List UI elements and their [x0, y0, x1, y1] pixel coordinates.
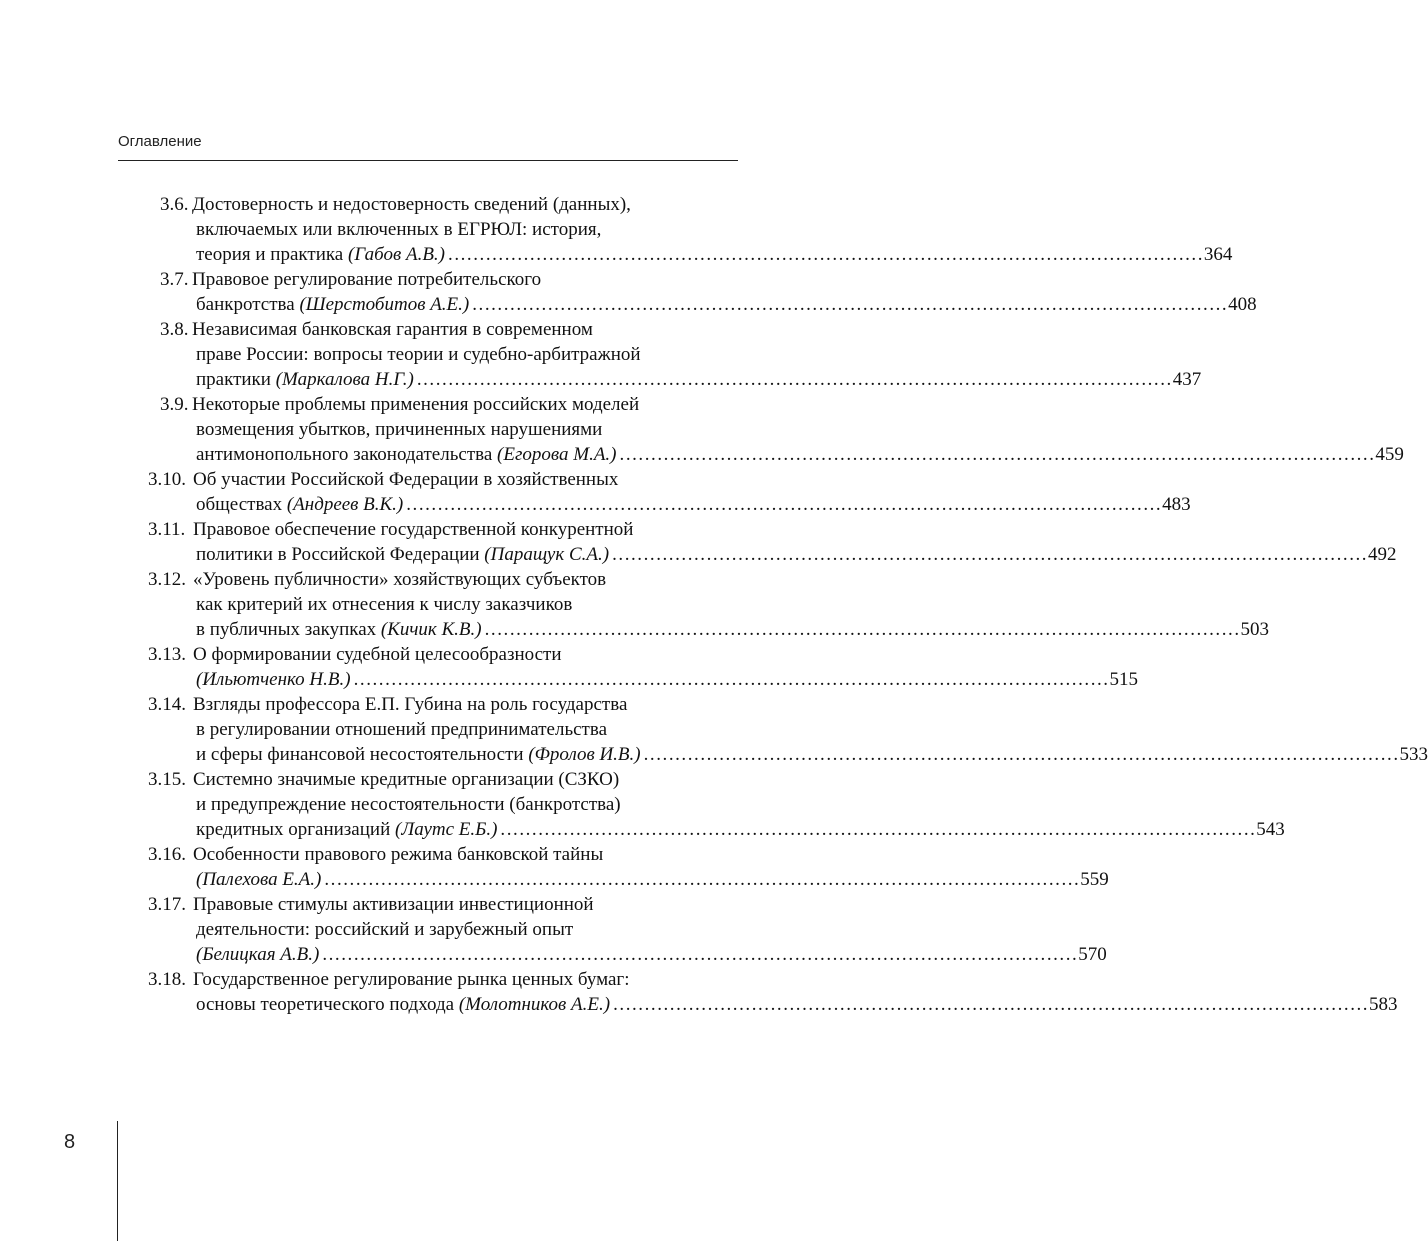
toc-entry[interactable]	[148, 467, 1191, 517]
toc-entry-author: (Лаутс Е.Б.)	[395, 819, 498, 840]
toc-entry-title-line: Правовые стимулы активизации инвестиционной	[193, 894, 594, 915]
toc-entry-author: (Кичик К.В.)	[380, 619, 482, 640]
toc-entry-final-line	[196, 742, 1428, 767]
toc-entry-page-number: 503	[1240, 619, 1269, 640]
toc-entry-author: (Егорова М.А.)	[497, 444, 617, 465]
toc-dot-leader	[485, 619, 1238, 640]
toc-entry[interactable]	[148, 517, 1397, 567]
toc-dot-leader	[612, 544, 1365, 565]
toc-entry[interactable]	[148, 267, 1257, 317]
toc-entry-number: 3.17.	[148, 894, 186, 915]
toc-entry[interactable]	[148, 392, 1404, 467]
toc-entry-page-number: 543	[1256, 819, 1285, 840]
toc-entry-author: (Фролов И.В.)	[528, 744, 641, 765]
toc-entry-title-tail: обществах	[196, 494, 283, 515]
toc-entry-author: (Ильютченко Н.В.)	[196, 669, 351, 690]
toc-entry-page-number: 515	[1109, 669, 1138, 690]
toc-entry-number: 3.9.	[160, 394, 189, 415]
toc-dot-leader	[324, 869, 1077, 890]
toc-entry-title-tail: банкротства	[196, 294, 295, 315]
toc-entry-final-line	[196, 492, 1191, 517]
toc-entry-title-tail: практики	[196, 369, 271, 390]
toc-entry-number: 3.12.	[148, 569, 186, 590]
toc-entry[interactable]	[148, 692, 1428, 767]
toc-entry-final-line	[196, 817, 1285, 842]
toc-entry-title-line: Системно значимые кредитные организации (СЗКО)	[193, 769, 620, 790]
toc-entry-title-line: Независимая банковская гарантия в современном	[192, 319, 593, 340]
toc-entry-author: (Молотников А.Е.)	[458, 994, 611, 1015]
toc-entry-page-number: 533	[1399, 744, 1428, 765]
toc-entry-title-tail: кредитных организаций	[196, 819, 391, 840]
toc-dot-leader	[406, 494, 1159, 515]
toc-entry-final-line	[196, 942, 1107, 967]
toc-entry-title-line: включаемых или включенных в ЕГРЮЛ: история,	[196, 219, 602, 240]
toc-entry-title-line: О формировании судебной целесообразности	[193, 644, 562, 665]
toc-entry-final-line	[196, 292, 1257, 317]
toc-dot-leader	[417, 369, 1170, 390]
toc-entry-title-line: в регулировании отношений предпринимательства	[196, 719, 608, 740]
toc-entry-number: 3.8.	[160, 319, 189, 340]
toc-entry[interactable]	[148, 192, 1233, 267]
toc-entry-number: 3.14.	[148, 694, 186, 715]
header-rule	[118, 160, 738, 161]
toc-entry-final-line	[196, 367, 1202, 392]
page-number: 8	[64, 1131, 76, 1153]
toc-entry-author: (Белицкая А.В.)	[196, 944, 320, 965]
toc-entry-title-tail: основы теоретического подхода	[196, 994, 455, 1015]
toc-entry-page-number: 492	[1367, 544, 1397, 565]
toc-entry-number: 3.16.	[148, 844, 186, 865]
toc-entry-title-line: и предупреждение несостоятельности (банкротства)	[196, 794, 621, 815]
toc-entry-final-line	[196, 617, 1269, 642]
toc-entry-page-number: 364	[1203, 244, 1233, 265]
toc-entry-title-line: как критерий их отнесения к числу заказчиков	[196, 594, 573, 615]
toc-entry-number: 3.13.	[148, 644, 186, 665]
footer-side-rule	[117, 1121, 118, 1241]
toc-entry-author: (Маркалова Н.Г.)	[275, 369, 414, 390]
toc-entry[interactable]	[148, 842, 1109, 892]
toc-entry-title-tail: в публичных закупках	[196, 619, 377, 640]
running-header-title: Оглавление	[118, 133, 202, 150]
toc-entry-number: 3.15.	[148, 769, 186, 790]
toc-entry-title-line: Правовое обеспечение государственной конкурентной	[193, 519, 634, 540]
toc-entry-author: (Андреев В.К.)	[286, 494, 404, 515]
toc-dot-leader	[613, 994, 1366, 1015]
toc-entry-page-number: 408	[1228, 294, 1257, 315]
toc-dot-leader	[448, 244, 1201, 265]
toc-entry-number: 3.11.	[148, 519, 186, 540]
toc-entry-page-number: 559	[1080, 869, 1109, 890]
toc-entry-title-line: «Уровень публичности» хозяйствующих субъектов	[193, 569, 607, 590]
toc-entry-title-line: Правовое регулирование потребительского	[192, 269, 542, 290]
toc-dot-leader	[472, 294, 1225, 315]
toc-entry-final-line	[196, 542, 1397, 567]
toc-entry-author: (Паращук С.А.)	[484, 544, 610, 565]
toc-entry-title-tail: теория и практика	[196, 244, 344, 265]
toc-dot-leader	[322, 944, 1075, 965]
toc-entry[interactable]	[148, 317, 1202, 392]
toc-entry-page-number: 459	[1375, 444, 1404, 465]
toc-entry-title-line: праве России: вопросы теории и судебно-арбитражной	[196, 344, 641, 365]
toc-dot-leader	[644, 744, 1397, 765]
toc-entry-final-line	[196, 867, 1109, 892]
toc-dot-leader	[500, 819, 1253, 840]
toc-entry-number: 3.6.	[160, 194, 189, 215]
toc-entry[interactable]	[148, 892, 1107, 967]
toc-entry[interactable]	[148, 767, 1285, 842]
toc-entry-title-line: Взгляды профессора Е.П. Губина на роль государства	[193, 694, 628, 715]
toc-entry-author: (Габов А.В.)	[348, 244, 446, 265]
toc-entry-author: (Шерстобитов А.Е.)	[299, 294, 470, 315]
toc-entry-final-line	[196, 442, 1404, 467]
toc-entry-author: (Палехова Е.А.)	[196, 869, 322, 890]
toc-entry-page-number: 570	[1078, 944, 1107, 965]
toc-entry-number: 3.7.	[160, 269, 189, 290]
toc-entry-page-number: 437	[1172, 369, 1202, 390]
toc-dot-leader	[620, 444, 1373, 465]
toc-entry-title-line: Об участии Российской Федерации в хозяйственных	[193, 469, 619, 490]
toc-entry-title-line: Государственное регулирование рынка ценных бумаг:	[193, 969, 630, 990]
toc-entry-page-number: 483	[1162, 494, 1191, 515]
table-of-contents	[148, 192, 1428, 1017]
toc-entry-final-line	[196, 242, 1233, 267]
toc-entry-final-line	[196, 992, 1398, 1017]
toc-entry-title-tail: политики в Российской Федерации	[196, 544, 480, 565]
toc-entry-title-line: Некоторые проблемы применения российских моделей	[192, 394, 640, 415]
toc-entry-number: 3.10.	[148, 469, 186, 490]
toc-entry[interactable]	[148, 567, 1269, 642]
toc-entry-number: 3.18.	[148, 969, 186, 990]
toc-entry-page-number: 583	[1368, 994, 1398, 1015]
toc-dot-leader	[354, 669, 1107, 690]
toc-entry-title-tail: антимонопольного законодательства	[196, 444, 493, 465]
toc-entry-title-tail: и сферы финансовой несостоятельности	[196, 744, 524, 765]
toc-entry[interactable]	[148, 967, 1398, 1017]
toc-entry[interactable]	[148, 642, 1138, 692]
toc-entry-title-line: деятельности: российский и зарубежный опыт	[196, 919, 574, 940]
toc-entry-title-line: Достоверность и недостоверность сведений (данных),	[192, 194, 631, 215]
toc-entry-title-line: возмещения убытков, причиненных нарушениями	[196, 419, 603, 440]
toc-entry-title-line: Особенности правового режима банковской тайны	[193, 844, 604, 865]
toc-entry-final-line	[196, 667, 1138, 692]
